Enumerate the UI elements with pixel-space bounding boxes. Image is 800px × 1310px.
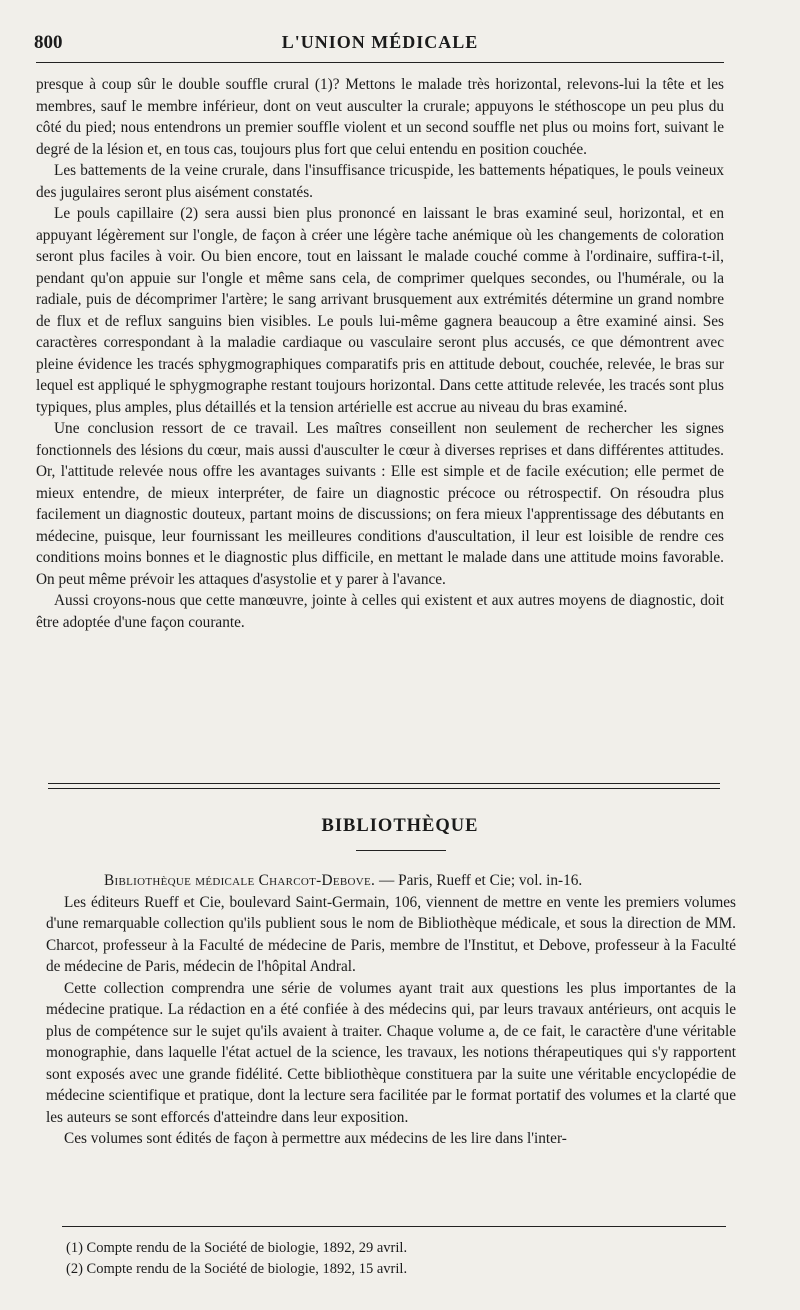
entry-details: — Paris, Rueff et Cie; vol. in-16. xyxy=(378,872,583,889)
body-paragraph: Aussi croyons-nous que cette manœuvre, jointe à celles qui existent et aux autres moyens de diagnostic, doit être adoptée d'une façon courante. xyxy=(36,592,724,631)
footnote: (2) Compte rendu de la Société de biologie, 1892, 15 avril. xyxy=(66,1261,408,1277)
bibliography-paragraph: Ces volumes sont édités de façon à permettre aux médecins de les lire dans l'inter- xyxy=(64,1130,567,1147)
footnotes xyxy=(66,1238,726,1280)
section-separator-bottom xyxy=(48,788,720,789)
entry-heading: Bibliothèque médicale Charcot-Debove. xyxy=(104,872,376,889)
running-title: L'UNION MÉDICALE xyxy=(281,32,479,52)
section-title: BIBLIOTHÈQUE xyxy=(321,816,479,836)
header-rule xyxy=(36,62,724,63)
bibliography-paragraph: Cette collection comprendra une série de volumes ayant trait aux questions les plus importantes de la médecine pratique. La rédaction en a été confiée à des médecins qui, par leurs travaux antérieurs, ont acquis le plus de compétence sur le sujet qu'ils avaient à traiter. Chaque volume a, de ce fait, le caractère d'une véritable monographie, dans laquelle l'état actuel de la science, les travaux, les notions thérapeutiques qui s'y rapportent sont exposés avec une grande fidélité. Cette bibliothèque constituera par la suite une véritable encyclopédie de médecine scientifique et pratique, dont la lecture sera facilitée par le format portatif des volumes et la clarté que les auteurs se sont efforcés d'atteindre dans leur exposition. xyxy=(46,979,736,1126)
body-paragraph: Une conclusion ressort de ce travail. Les maîtres conseillent non seulement de rechercher les signes fonctionnels des lésions du cœur, mais aussi d'ausculter le cœur à diverses reprises et dans différentes attitudes. Or, l'attitude relevée nous offre les avantages suivants : Elle est simple et de facile exécution; elle permet de mieux entendre, de mieux interpréter, de faire un diagnostic précoce ou rétrospectif. On résoudra plus facilement un diagnostic douteux, partant moins de discussions; on fera mieux l'apprentissage des débutants en médecine, puisque, leur fournissant les meilleures conditions d'auscultation, il leur est loisible de rendre ces conditions moins bonnes et le diagnostic plus difficile, en mettant le malade dans une attitude moins favorable. On peut même prévoir les attaques d'asystolie et y parer à l'avance. xyxy=(36,420,724,588)
body-paragraph: Les battements de la veine crurale, dans l'insuffisance tricuspide, les battements hépatiques, le pouls veineux des jugulaires seront plus aisément constatés. xyxy=(36,162,724,201)
article-body xyxy=(36,74,724,633)
section-separator-top xyxy=(48,783,720,784)
bibliography-section xyxy=(46,870,736,1150)
footnote: (1) Compte rendu de la Société de biologie, 1892, 29 avril. xyxy=(66,1240,408,1256)
section-title-underline xyxy=(356,850,446,851)
page-header xyxy=(34,28,726,58)
body-paragraph: presque à coup sûr le double souffle crural (1)? Mettons le malade très horizontal, relevons-lui la tête et les membres, sauf le membre inférieur, dont on veut ausculter la crurale; appuyons le stéthoscope un peu plus du côté du pied; nous entendrons un premier souffle violent et un second souffle net plus ou moins fort, suivant le degré de la lésion et, en tous cas, toujours plus fort que celui entendu en position couchée. xyxy=(36,76,724,158)
page-number: 800 xyxy=(34,32,63,53)
bibliography-entry xyxy=(46,870,736,892)
bibliography-paragraph: Les éditeurs Rueff et Cie, boulevard Saint-Germain, 106, viennent de mettre en vente les premiers volumes d'une remarquable collection qu'ils publient sous le nom de Bibliothèque médicale, et sous la direction de MM. Charcot, professeur à la Faculté de médecine de Paris, membre de l'Institut, et Debove, professeur à la Faculté de médecine de Paris, médecin de l'hôpital Andral. xyxy=(46,893,736,975)
body-paragraph: Le pouls capillaire (2) sera aussi bien plus prononcé en laissant le bras examiné seul, horizontal, et en appuyant légèrement sur l'ongle, de façon à créer une légère tache anémique où les changements de coloration seront plus faciles à voir. Ou bien encore, tout en laissant le malade couché comme à l'ordinaire, suffira-t-il, pendant qu'on appuie sur l'ongle et même sans cela, de comprimer quelques secondes, ou l'humérale, ou la radiale, puis de décomprimer l'artère; le sang arrivant brusquement aux extrémités détermine un grand nombre de flux et de reflux sanguins bien visibles. Le pouls lui-même gagnera beaucoup a être examiné ainsi. Ses caractères correspondant à la maladie cardiaque ou vasculaire seront plus accusés, ce que démontrent avec pleine évidence les tracés sphygmographiques comparatifs pris en attitude debout, couchée, relevée, le bras sur lequel est appliqué le sphygmographe restant toujours horizontal. Dans cette attitude relevée, les tracés sont plus typiques, plus amples, plus détaillés et la tension artérielle est accrue au niveau du bras examiné. xyxy=(36,205,724,416)
footnote-rule xyxy=(62,1226,726,1227)
